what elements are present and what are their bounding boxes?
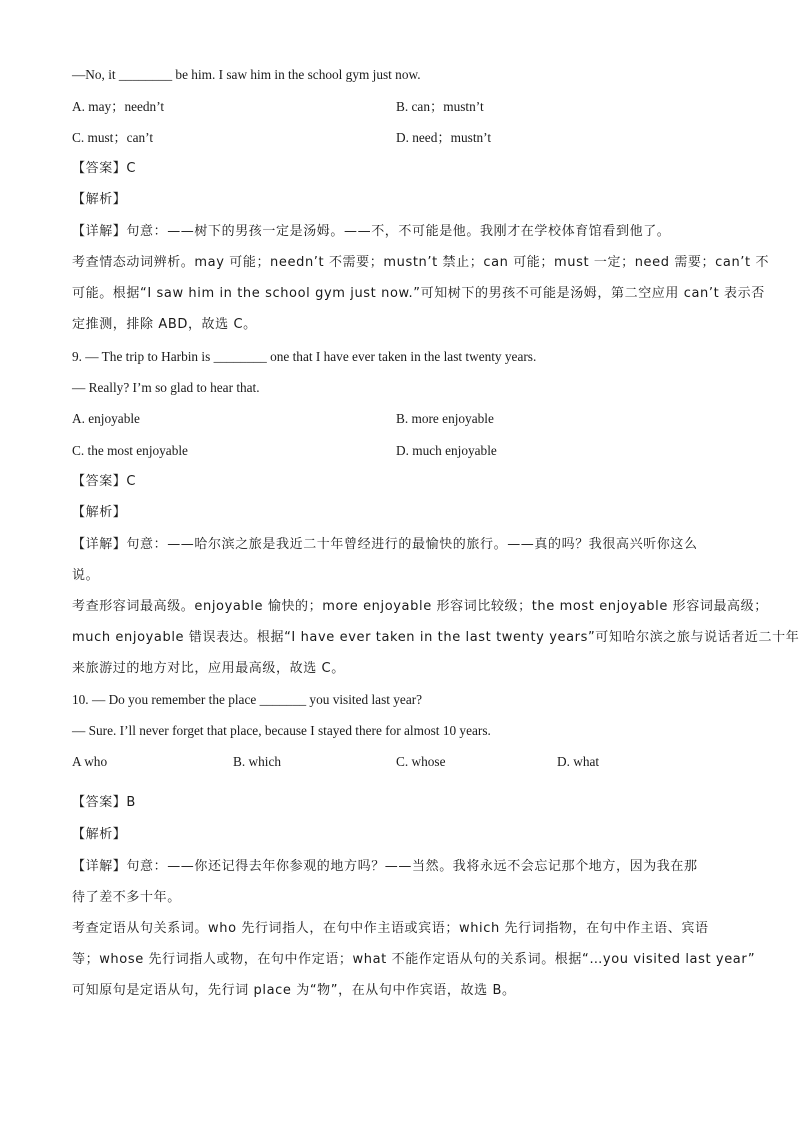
q8-option-b: B. can；mustn’t: [396, 99, 484, 114]
q10-detail-line: 【详解】句意：——你还记得去年你参观的地方吗？——当然。我将永远不会忘记那个地方，因为我在那: [72, 859, 698, 874]
question-9-prompt: 9. — The trip to Harbin is ________ one that I have ever taken in the last twenty years.: [72, 349, 537, 364]
q8-option-a: A. may；needn’t: [72, 99, 165, 114]
q8-detail-line: 可能。根据“I saw him in the school gym just now.”可知树下的男孩不可能是汤姆，第二空应用 can’t 表示否: [72, 286, 765, 301]
q9-detail-line: 考查形容词最高级。enjoyable 愉快的；more enjoyable 形容词比较级；the most enjoyable 形容词最高级；: [72, 599, 768, 614]
q10-option-d: D. what: [557, 754, 600, 769]
q9-option-b: B. more enjoyable: [396, 411, 494, 426]
q10-detail-line: 可知原句是定语从句，先行词 place 为“物”，在从句中作宾语，故选 B。: [72, 983, 516, 998]
question-8-prompt: —No, it ________ be him. I saw him in the school gym just now.: [72, 67, 421, 82]
q8-analysis-heading: 【解析】: [72, 192, 127, 207]
q8-detail-line: 定推测，排除 ABD，故选 C。: [72, 317, 257, 332]
q8-option-c: C. must；can’t: [72, 130, 154, 145]
q9-detail-line: much enjoyable 错误表达。根据“I have ever taken in the last twenty years”可知哈尔滨之旅与说话者近二十年: [72, 630, 799, 645]
q8-detail-line: 【详解】句意：——树下的男孩一定是汤姆。——不，不可能是他。我刚才在学校体育馆看到他了。: [72, 224, 671, 239]
q9-detail-line: 【详解】句意：——哈尔滨之旅是我近二十年曾经进行的最愉快的旅行。——真的吗？我很高兴听你这么: [72, 537, 698, 552]
q9-detail-line: 来旅游过的地方对比，应用最高级，故选 C。: [72, 661, 345, 676]
q10-answer: 【答案】B: [72, 795, 136, 810]
q9-detail-line: 说。: [72, 568, 100, 583]
q8-option-d: D. need；mustn’t: [396, 130, 492, 145]
q10-option-c: C. whose: [396, 754, 446, 769]
q8-detail-line: 考查情态动词辨析。may 可能；needn’t 不需要；mustn’t 禁止；can 可能；must 一定；need 需要；can’t 不: [72, 255, 770, 270]
q9-option-d: D. much enjoyable: [396, 443, 497, 458]
question-10-prompt: 10. — Do you remember the place _______ you visited last year?: [72, 692, 423, 707]
q8-answer: 【答案】C: [72, 161, 137, 176]
q10-analysis-heading: 【解析】: [72, 827, 127, 842]
q10-detail-line: 等；whose 先行词指人或物，在句中作定语；what 不能作定语从句的关系词。根据“…you visited last year”: [72, 952, 756, 967]
q9-analysis-heading: 【解析】: [72, 505, 127, 520]
question-10-reply: — Sure. I’ll never forget that place, because I stayed there for almost 10 years.: [72, 723, 491, 738]
q9-answer: 【答案】C: [72, 474, 137, 489]
q9-option-c: C. the most enjoyable: [72, 443, 188, 458]
q10-option-b: B. which: [233, 754, 282, 769]
question-9-reply: — Really? I’m so glad to hear that.: [72, 380, 260, 395]
q9-option-a: A. enjoyable: [72, 411, 140, 426]
q10-option-a: A who: [72, 754, 108, 769]
q10-detail-line: 考查定语从句关系词。who 先行词指人，在句中作主语或宾语；which 先行词指物，在句中作主语、宾语: [72, 921, 709, 936]
q10-detail-line: 待了差不多十年。: [72, 890, 181, 905]
